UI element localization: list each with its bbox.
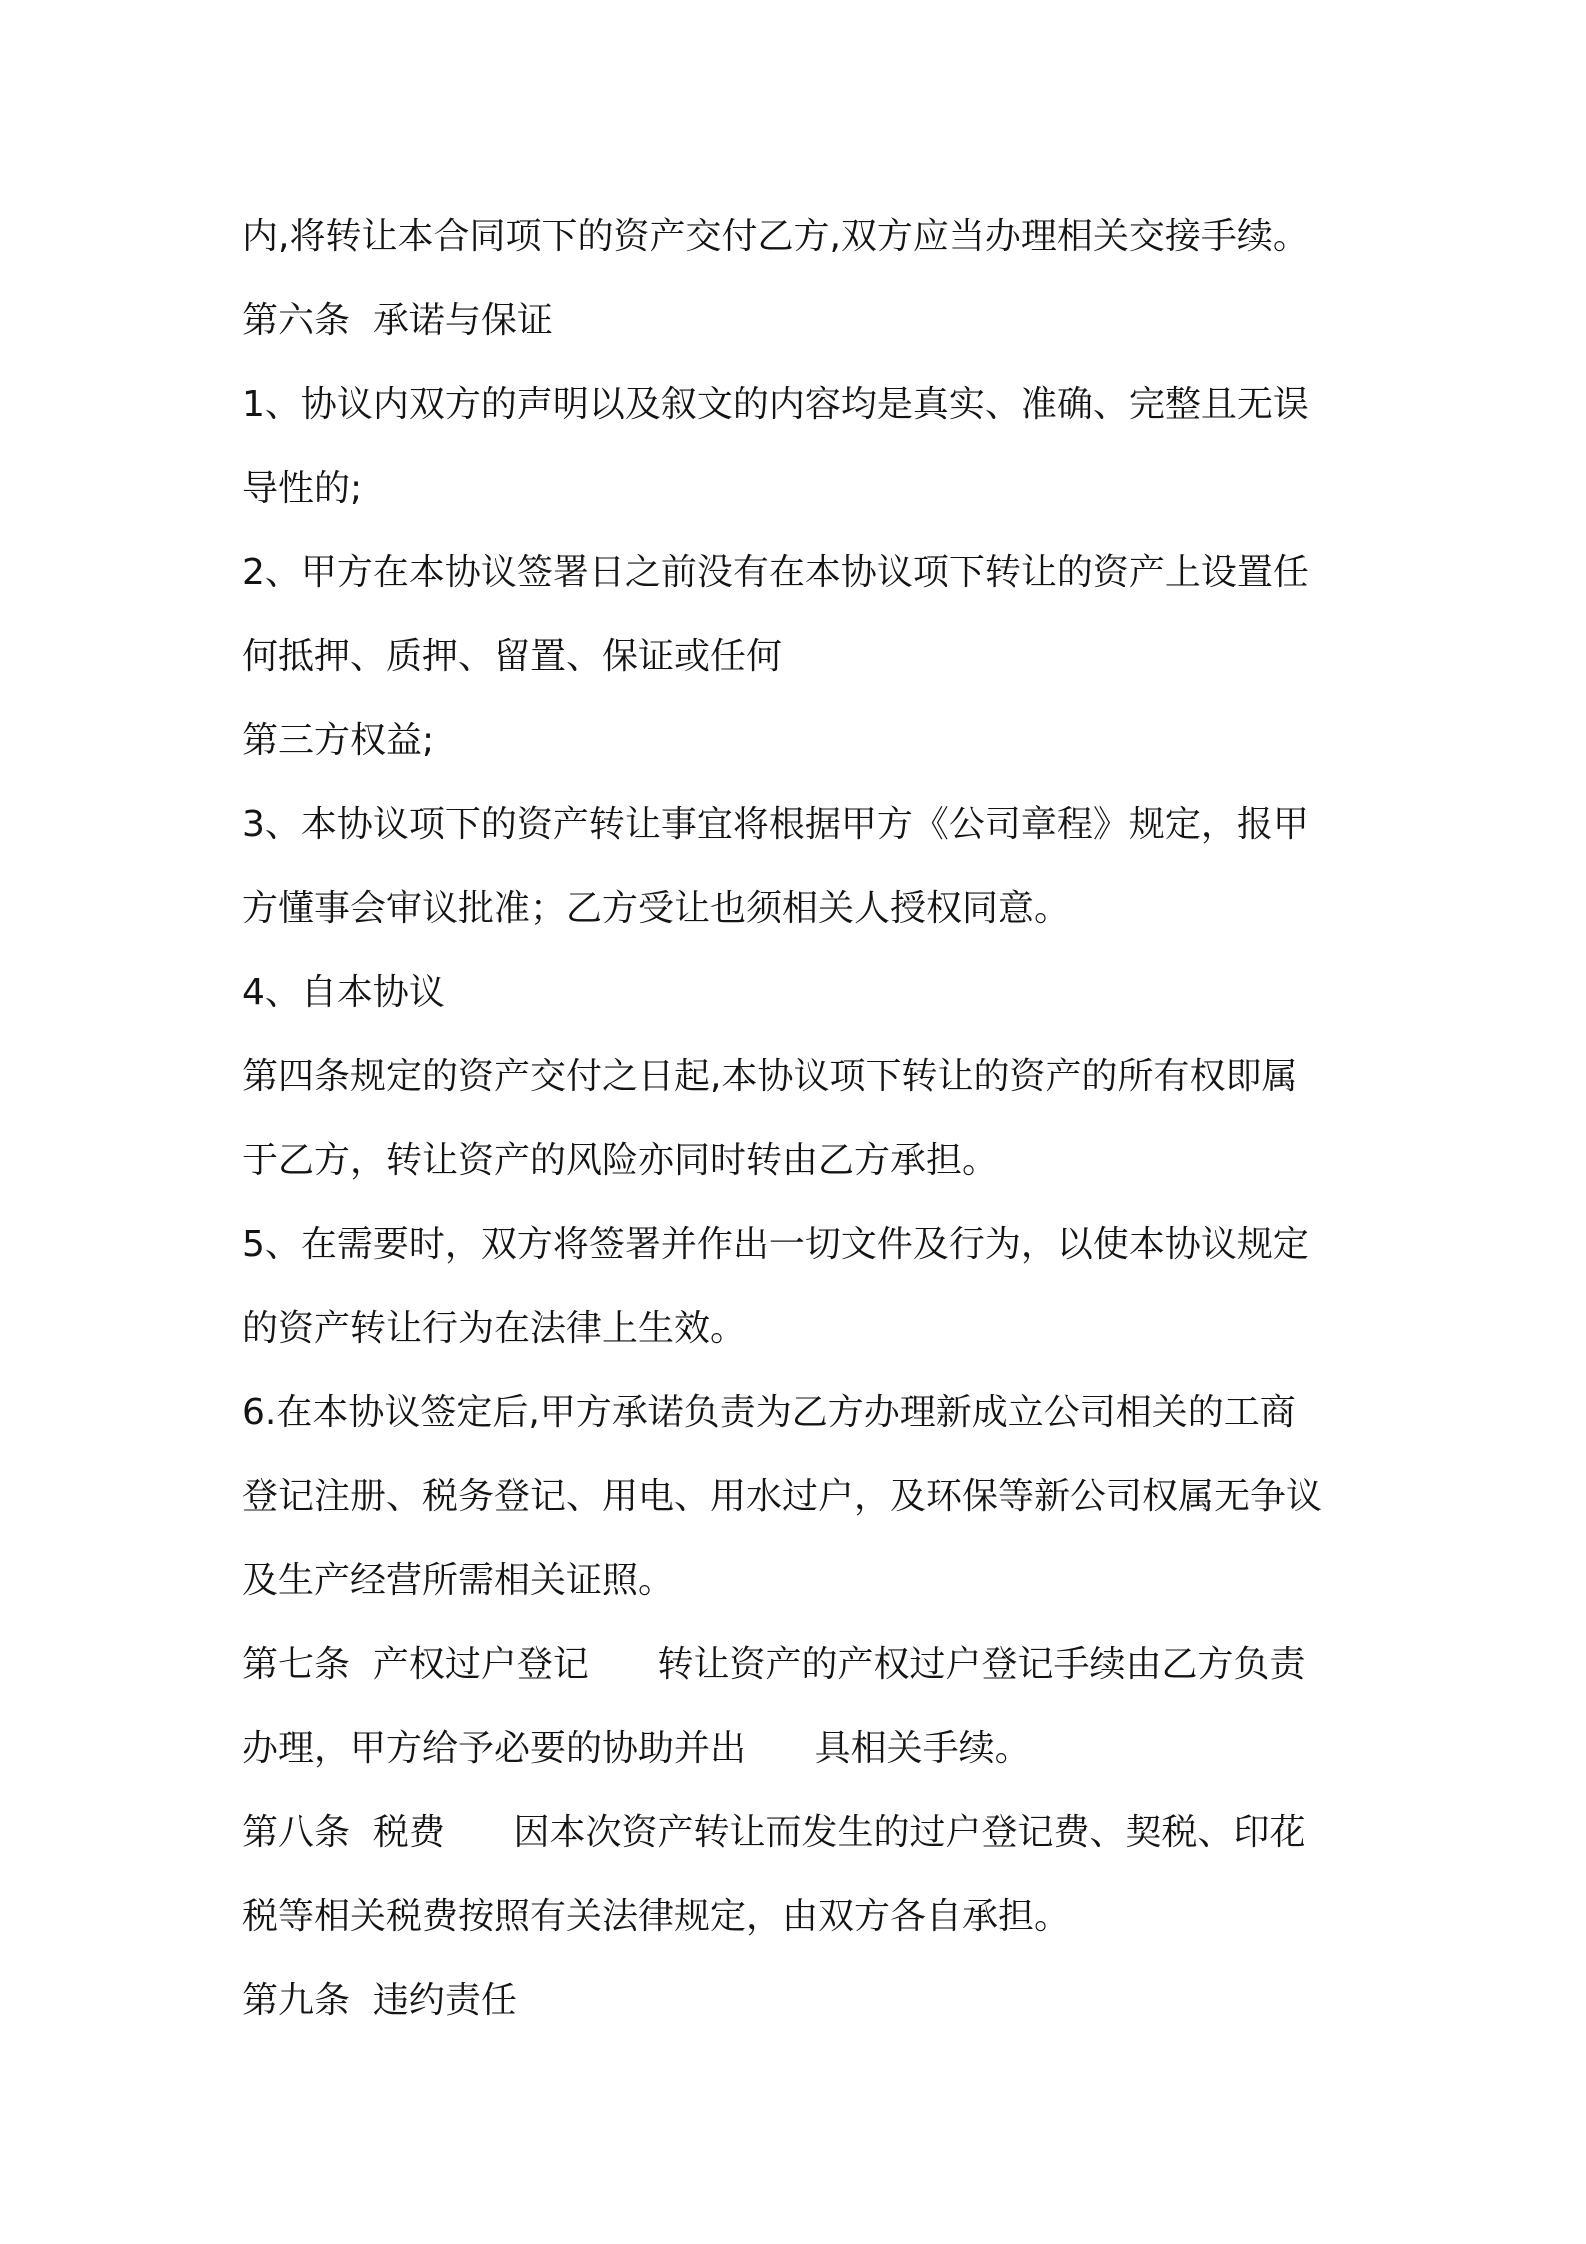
text-line: 第四条规定的资产交付之日起,本协议项下转让的资产的所有权即属	[242, 1056, 1298, 1097]
article-6-heading: 第六条 承诺与保证	[242, 300, 553, 341]
article-8-heading: 第八条 税费 因本次资产转让而发生的过户登记费、契税、印花	[242, 1812, 1306, 1853]
text-line: 5、在需要时，双方将签署并作出一切文件及行为，以使本协议规定	[242, 1224, 1309, 1265]
text-line: 内,将转让本合同项下的资产交付乙方,双方应当办理相关交接手续。	[242, 216, 1309, 257]
text-line: 税等相关税费按照有关法律规定，由双方各自承担。	[242, 1896, 1071, 1937]
text-line: 方懂事会审议批准；乙方受让也须相关人授权同意。	[242, 888, 1071, 929]
text-line: 第三方权益;	[242, 720, 435, 761]
document-body	[242, 195, 1362, 2043]
text-line: 导性的;	[242, 468, 363, 509]
text-line: 及生产经营所需相关证照。	[242, 1560, 675, 1601]
text-line: 于乙方，转让资产的风险亦同时转由乙方承担。	[242, 1140, 999, 1181]
text-line: 6.在本协议签定后,甲方承诺负责为乙方办理新成立公司相关的工商	[242, 1392, 1296, 1433]
article-9-heading: 第九条 违约责任	[242, 1980, 517, 2021]
text-line: 何抵押、质押、留置、保证或任何	[242, 636, 783, 677]
text-line: 3、本协议项下的资产转让事宜将根据甲方《公司章程》规定，报甲	[242, 804, 1309, 845]
text-line: 2、甲方在本协议签署日之前没有在本协议项下转让的资产上设置任	[242, 552, 1309, 593]
text-line: 1、协议内双方的声明以及叙文的内容均是真实、准确、完整且无误	[242, 384, 1309, 425]
text-line: 办理，甲方给予必要的协助并出 具相关手续。	[242, 1728, 1031, 1769]
article-7-heading: 第七条 产权过户登记 转让资产的产权过户登记手续由乙方负责	[242, 1644, 1306, 1685]
text-line: 的资产转让行为在法律上生效。	[242, 1308, 747, 1349]
text-line: 登记注册、税务登记、用电、用水过户，及环保等新公司权属无争议	[242, 1476, 1323, 1517]
text-line: 4、自本协议	[242, 972, 445, 1013]
